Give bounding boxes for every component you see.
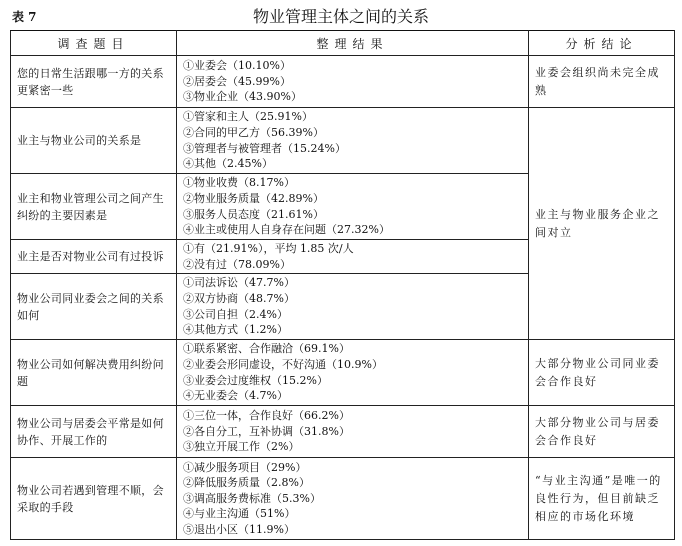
result-item: ②没有过（78.09%）	[183, 257, 291, 271]
table-header-row	[11, 31, 675, 56]
header-question: 调查题目	[11, 31, 177, 56]
result-item: ④与业主沟通（51%）	[183, 507, 296, 521]
results-cell	[177, 340, 529, 406]
table-title: 物业管理主体之间的关系	[252, 7, 429, 26]
conclusion-cell: 大部分物业公司同业委会合作良好	[529, 340, 675, 406]
result-item: ⑤退出小区（11.9%）	[183, 522, 295, 536]
conclusion-cell: 大部分物业公司与居委会合作良好	[529, 406, 675, 458]
result-item: ④其他（2.45%）	[183, 157, 273, 171]
result-item: ③调高服务费标准（5.3%）	[183, 491, 321, 505]
result-item: ③物业企业（43.90%）	[183, 90, 302, 104]
table-row	[11, 458, 675, 540]
result-item: ④业主或使用人自身存在问题（27.32%）	[183, 223, 390, 237]
result-item: ①业委会（10.10%）	[183, 59, 291, 73]
result-item: ①物业收费（8.17%）	[183, 176, 295, 190]
question-cell: 业主是否对物业公司有过投诉	[11, 240, 177, 274]
result-item: ①三位一体，合作良好（66.2%）	[183, 409, 350, 423]
table-number: 表 7	[12, 10, 37, 24]
results-cell	[177, 274, 529, 340]
result-item: ①减少服务项目（29%）	[183, 460, 307, 474]
result-item: ②合同的甲乙方（56.39%）	[183, 125, 324, 139]
result-item: ②各自分工，互补协调（31.8%）	[183, 424, 350, 438]
result-item: ③管理者与被管理者（15.24%）	[183, 141, 346, 155]
result-item: ③服务人员态度（21.61%）	[183, 207, 324, 221]
question-cell: 您的日常生活跟哪一方的关系更紧密一些	[11, 56, 177, 108]
result-item: ③业委会过度维权（15.2%）	[183, 373, 328, 387]
results-cell	[177, 174, 529, 240]
table-caption	[10, 4, 672, 28]
result-item: ②业委会形同虚设，不好沟通（10.9%）	[183, 357, 383, 371]
survey-table	[10, 30, 675, 540]
question-cell: 业主与物业公司的关系是	[11, 108, 177, 174]
result-item: ①联系紧密、合作融洽（69.1%）	[183, 342, 350, 356]
result-item: ②居委会（45.99%）	[183, 74, 291, 88]
table-row	[11, 340, 675, 406]
question-cell: 业主和物业管理公司之间产生纠纷的主要因素是	[11, 174, 177, 240]
result-item: ③公司自担（2.4%）	[183, 307, 288, 321]
header-conclusion: 分析结论	[529, 31, 675, 56]
result-item: ④无业委会（4.7%）	[183, 389, 288, 403]
results-cell	[177, 406, 529, 458]
question-cell: 物业公司与居委会平常是如何协作、开展工作的	[11, 406, 177, 458]
conclusion-cell: 业委会组织尚未完全成熟	[529, 56, 675, 108]
result-item: ①有（21.91%），平均 1.85 次/人	[183, 241, 354, 255]
conclusion-cell: 业主与物业服务企业之间对立	[529, 108, 675, 340]
table-row	[11, 406, 675, 458]
question-cell: 物业公司若遇到管理不顺，会采取的手段	[11, 458, 177, 540]
result-item: ①司法诉讼（47.7%）	[183, 276, 295, 290]
result-item: ②双方协商（48.7%）	[183, 291, 295, 305]
header-results: 整理结果	[177, 31, 529, 56]
results-cell	[177, 240, 529, 274]
results-cell	[177, 56, 529, 108]
result-item: ④其他方式（1.2%）	[183, 323, 288, 337]
table-row	[11, 108, 675, 174]
result-item: ②物业服务质量（42.89%）	[183, 191, 324, 205]
result-item: ①管家和主人（25.91%）	[183, 110, 313, 124]
result-item: ②降低服务质量（2.8%）	[183, 476, 310, 490]
question-cell: 物业公司如何解决费用纠纷问题	[11, 340, 177, 406]
conclusion-cell: “与业主沟通”是唯一的良性行为，但目前缺乏相应的市场化环境	[529, 458, 675, 540]
results-cell	[177, 108, 529, 174]
result-item: ③独立开展工作（2%）	[183, 440, 300, 454]
question-cell: 物业公司同业委会之间的关系如何	[11, 274, 177, 340]
results-cell	[177, 458, 529, 540]
table-row	[11, 56, 675, 108]
